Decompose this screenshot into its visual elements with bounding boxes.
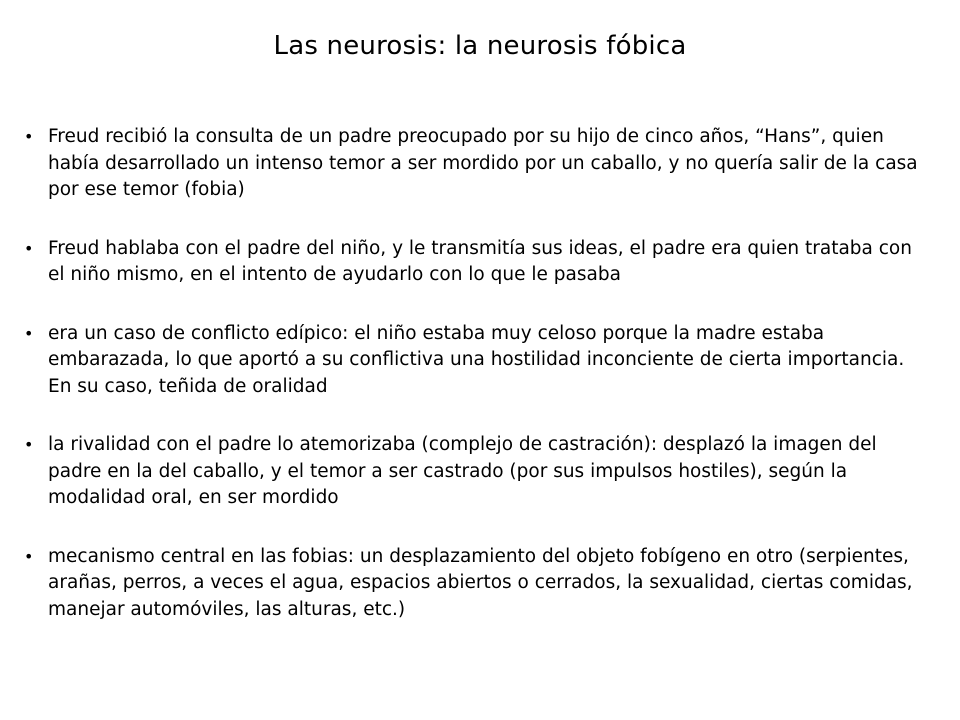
bullet-list — [24, 124, 920, 623]
bullet-text: Freud recibió la consulta de un padre preocupado por su hijo de cinco años, “Hans”, quien había desarrollado un intenso temor a ser mordido por un caballo, y no quería salir de la casa por ese temor (fobia) — [48, 126, 918, 200]
bullet-item — [24, 432, 920, 512]
bullet-item — [24, 124, 920, 204]
bullet-item — [24, 544, 920, 624]
bullet-dot-icon: • — [24, 435, 34, 454]
bullet-item — [24, 321, 920, 401]
bullet-dot-icon: • — [24, 238, 34, 258]
bullet-dot-icon: • — [24, 323, 34, 343]
bullet-text: era un caso de conflicto edípico: el niño estaba muy celoso porque la madre estaba embarazada, lo que aportó a su conflictiva una hostilidad inconciente de cierta importancia. En su caso, teñida de oralidad — [48, 322, 905, 397]
bullet-item — [24, 236, 920, 289]
bullet-dot-icon: • — [24, 127, 34, 146]
bullet-dot-icon: • — [24, 546, 34, 566]
bullet-text: la rivalidad con el padre lo atemorizaba (complejo de castración): desplazó la imagen del padre en la del caballo, y el temor a ser castrado (por sus impulsos hostiles), según la modalidad oral, en ser mordido — [48, 434, 877, 508]
bullet-text: mecanismo central en las fobias: un desplazamiento del objeto fobígeno en otro (serpientes, arañas, perros, a veces el agua, espacios abiertos o cerrados, la sexualidad, ciertas comidas, manejar automóviles, las alturas, etc.) — [48, 545, 913, 620]
slide-title: Las neurosis: la neurosis fóbica — [273, 31, 687, 61]
bullet-text: Freud hablaba con el padre del niño, y le transmitía sus ideas, el padre era quien trataba con el niño mismo, en el intento de ayudarlo con lo que le pasaba — [48, 237, 912, 285]
